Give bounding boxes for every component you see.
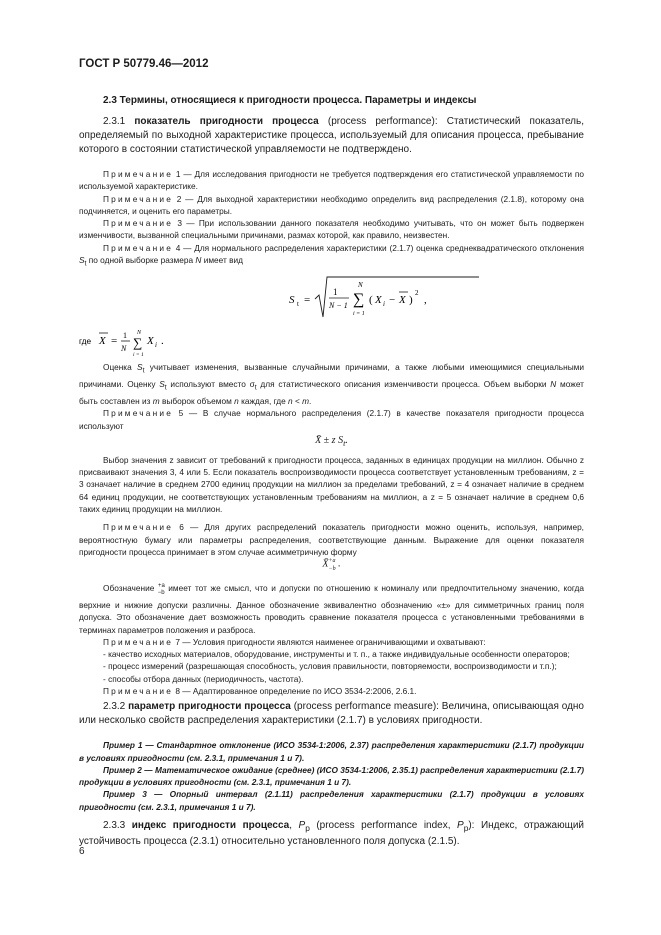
example-3: Пример 3 — Опорный интервал (2.1.11) распределения характеристики (2.1.7) продукции в условиях пригодности (см. 2.3.1, примечания 1 и 7). bbox=[79, 789, 584, 812]
note-3: Примечание 3 — При использовании данного показателя необходимо учитывать, что он может быть подвержен изменчивости, вызванной специальными причинами, размах которой, как правило, неизвестен. bbox=[79, 218, 584, 241]
list-item: - способы отбора данных (периодичность, частота). bbox=[103, 673, 304, 684]
note-1: Примечание 1 — Для исследования пригодности не требуется подтверждения его статистической управляемости по используемой характеристике. bbox=[79, 169, 584, 192]
note-2: Примечание 2 — Для выходной характеристики необходимо определить вид распределения (2.1.8), которому она подчиняется, и оценить его параметры. bbox=[79, 193, 584, 216]
frac-num: 1 bbox=[333, 287, 338, 298]
word-gde: где bbox=[79, 336, 92, 347]
formula-xbar bbox=[79, 327, 584, 357]
formula-comma: , bbox=[424, 294, 427, 307]
sqrt-sign bbox=[315, 277, 479, 317]
designation-paragraph: Обозначение $^{+a}_{-b}$ имеет тот же смысл, что и допуски по отношению к номиналу или предпочтительному значению, когда верхние и нижние допуски различны. Данное обозначение эквивалентно обозначению «±» для симметричных границ поля допуска. Это обозначение дает возможность проводить сравнение показателя процесса с установленными требованиями в терминах параметров положения и разброса. bbox=[79, 582, 584, 635]
formula-5: X̄ ± z $S_t$. bbox=[315, 434, 348, 448]
formula-s: S bbox=[289, 294, 295, 307]
dot-2: . bbox=[161, 335, 164, 348]
list-item: - процесс измерений (разрешающая способность, условия правильности, повторяемости, воспроизводимости и т.п.); bbox=[103, 661, 557, 672]
sum-upper: N bbox=[358, 281, 363, 290]
xbar: X bbox=[399, 294, 406, 307]
sum-sign: ∑ bbox=[353, 291, 365, 309]
exp-2: 2 bbox=[415, 289, 419, 298]
xi-2-sub: i bbox=[155, 341, 157, 350]
section-title: 2.3 Термины, относящиеся к пригодности процесса. Параметры и индексы bbox=[103, 95, 477, 106]
term-2-3-1: 2.3.1 показатель пригодности процесса (process performance): Статистический показатель, определяемый по выходной характеристике процесса, используемый для описания процесса, пребывание которого в состоянии статистической управляемости не подтверждено. bbox=[79, 116, 584, 155]
document-header: ГОСТ Р 50779.46—2012 bbox=[79, 58, 209, 70]
sum2-upper: N bbox=[137, 330, 142, 337]
sum-lower: i = 1 bbox=[353, 311, 365, 318]
paren-open: ( bbox=[369, 294, 373, 307]
formula-xbar-svg bbox=[79, 327, 279, 357]
formula-eq: = bbox=[304, 294, 311, 307]
formula-s-sub: t bbox=[297, 300, 299, 309]
minus: − bbox=[389, 294, 396, 307]
page-number: 6 bbox=[79, 846, 85, 857]
example-2: Пример 2 — Математическое ожидание (среднее) (ИСО 3534-1:2006, 2.35.1) распределения характеристики (2.1.7) продукции в условиях пригодности (см. 2.3.1, примечания 1 и 7). bbox=[79, 764, 584, 788]
paren-close: ) bbox=[409, 294, 413, 307]
estimate-paragraph: Оценка $S_t$ учитывает изменения, вызванные случайными причинами, а также любыми имеющимися специальными причинами. Оценку $S_t$ используют вместо $\sigma_t$ для статистического описания изменчивости процесса. Объем выборки N может быть составлен из m выборок объемом n каждая, где n < m. bbox=[79, 362, 585, 406]
eq-2: = bbox=[111, 335, 118, 348]
xi-2: X bbox=[147, 335, 154, 348]
note-5: Примечание 5 — В случае нормального распределения (2.1.7) в качестве показателя пригодности процесса используют bbox=[79, 408, 584, 431]
note-7: Примечание 7 — Условия пригодности являются наименее ограничивающими и охватывают: bbox=[103, 636, 486, 647]
page-content bbox=[79, 95, 584, 863]
term-2-3-3: 2.3.3 индекс пригодности процесса, $P_p$ (process performance index, $P_p$): Индекс, отражающий устойчивость процесса (2.3.1) относительно установленного поля допуска (2.1.5). bbox=[79, 820, 585, 848]
list-item: - качество исходных материалов, оборудование, инструменты и т. п., а также индивидуальные особенности операторов; bbox=[103, 649, 570, 660]
note-4: Примечание 4 — Для нормального распределения характеристики (2.1.7) оценка среднеквадратического отклонения $S_t$ по одной выборке размера N имеет вид bbox=[79, 242, 584, 268]
note-8: Примечание 8 — Адаптированное определение по ИСО 3534-2:2006, 2.6.1. bbox=[103, 686, 417, 696]
xi: X bbox=[375, 294, 382, 307]
formula-st bbox=[79, 271, 584, 327]
xi-sub: i bbox=[383, 300, 385, 309]
formula-6: X̄$^{+a}_{-b}$ . bbox=[322, 558, 341, 572]
term-2-3-2: 2.3.2 параметр пригодности процесса (process performance measure): Величина, описывающая одно или несколько свойств распределения характеристики (2.1.7) в условиях пригодности. bbox=[79, 701, 584, 727]
sum2-sign: ∑ bbox=[133, 335, 143, 351]
example-1: Пример 1 — Стандартное отклонение (ИСО 3534-1:2006, 2.37) распределения характеристики (2.1.7) продукции в условиях пригодности (см. 2.3.1, примечания 1 и 7). bbox=[79, 740, 584, 763]
formula-st-svg bbox=[289, 271, 499, 327]
sum2-lower: i = 1 bbox=[133, 352, 144, 358]
frac2-den: N bbox=[121, 344, 127, 354]
frac2-num: 1 bbox=[123, 331, 127, 341]
frac-den: N − 1 bbox=[329, 301, 348, 311]
xbar-2: X bbox=[99, 335, 106, 348]
choice-paragraph: Выбор значения z зависит от требований к пригодности процесса, заданных в единицах продукции на миллион. Обычно z присваивают значения 3, 4 или 5. Если показатель воспроизводимости процесса соответствует установленным требованиям, z = 3 означает наличие в среднем 2700 единиц продукции на миллион за пределами требований, z = 4 означает наличие в среднем 64 единиц продукции, не соответствующих установленным требованиям на миллион, а z = 5 означает наличие в среднем 0,6 таких единиц продукции на миллион. bbox=[79, 454, 584, 515]
note-6: Примечание 6 — Для других распределений показатель пригодности можно оценить, используя, например, вероятностную бумагу или параметры распределения, соответствующие данным. Выражение для оценки показателя пригодности процесса принимает в этом случае асимметричную форму bbox=[79, 522, 584, 557]
